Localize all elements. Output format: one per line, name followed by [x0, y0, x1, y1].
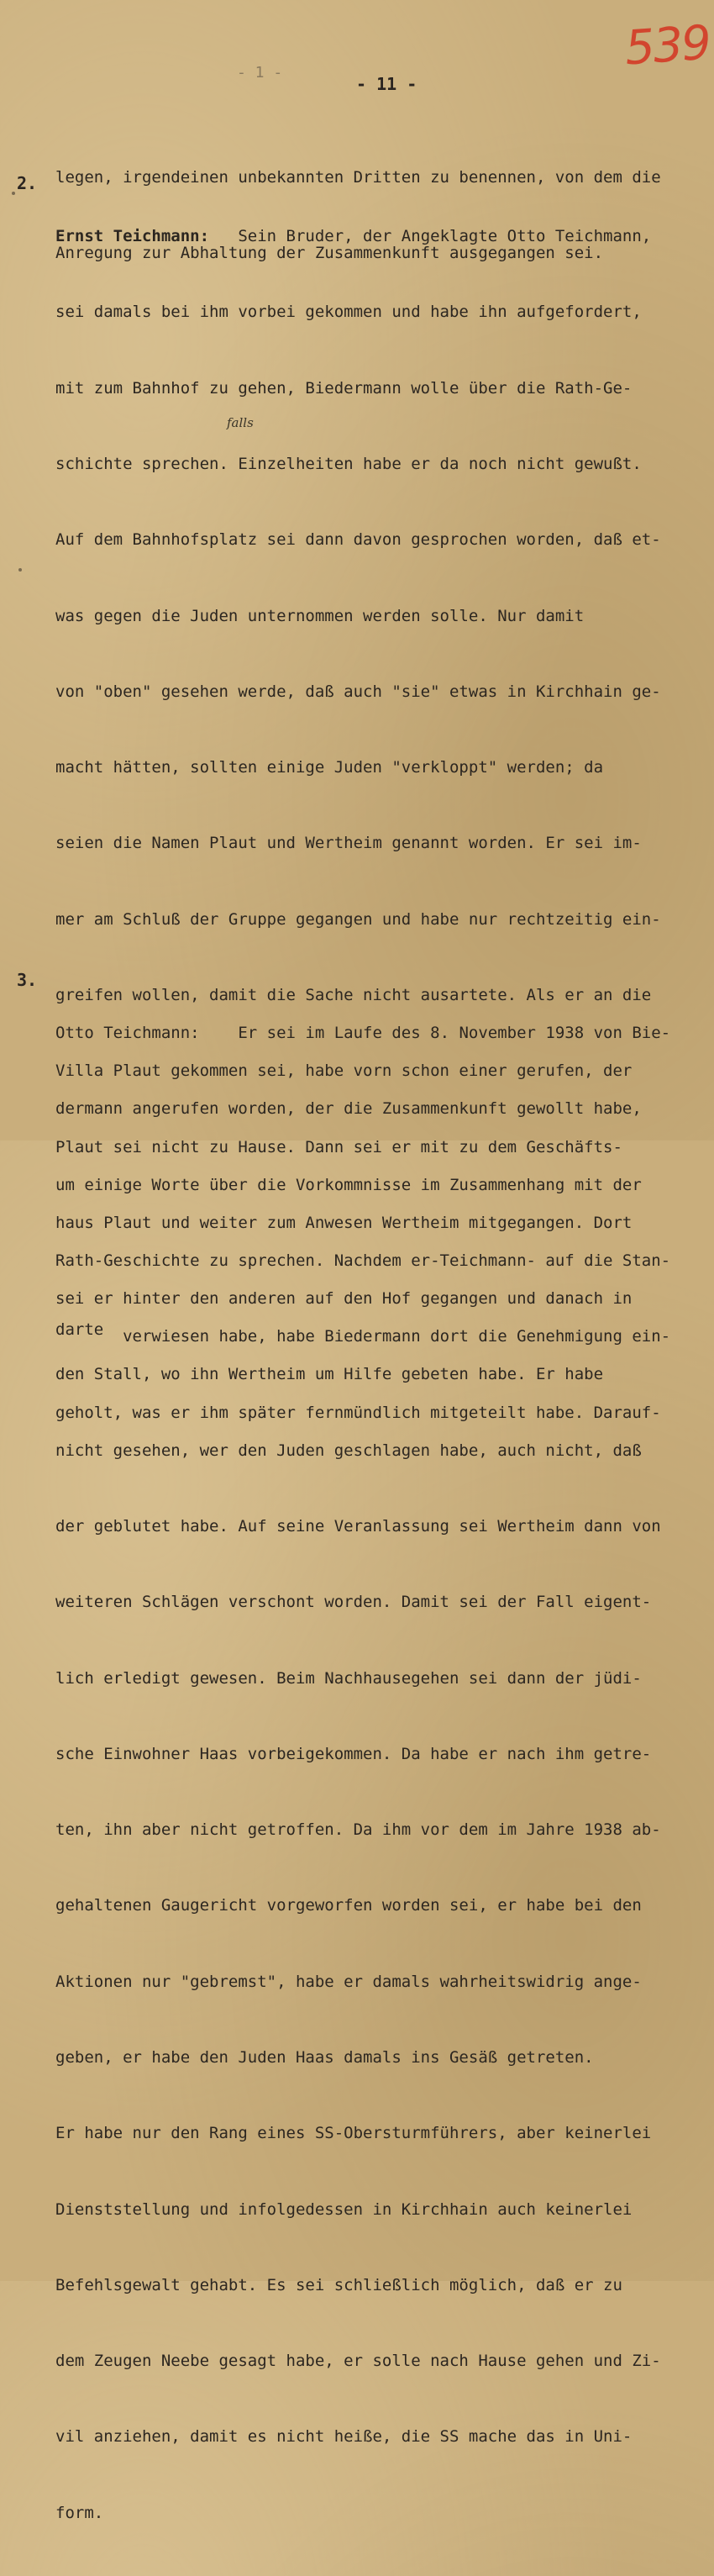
item-3-line-after-superscript: verwiesen habe, habe Biedermann dort die Genehmigung ein- — [103, 1327, 671, 1346]
item-2-line: sei damals bei ihm vorbei gekommen und habe ihn aufgefordert, — [55, 303, 642, 322]
archive-page-stamp: 539 — [622, 15, 712, 76]
item-3-number: 3. — [17, 970, 38, 990]
item-2-line: Dienststellung und infolgedessen in Kirchhain auch keinerlei — [55, 2199, 633, 2219]
item-3-line: Rath-Geschichte zu sprechen. Nachdem er-Teichmann- auf die Stan- — [55, 1251, 671, 1271]
item-2-line: vil anziehen, damit es nicht heiße, die SS mache das in Uni- — [55, 2427, 633, 2447]
item-2-line: der geblutet habe. Auf seine Veranlassung sei Wertheim dann von — [55, 1516, 661, 1536]
item-2-line: sche Einwohner Haas vorbeigekommen. Da habe er nach ihm getre- — [55, 1744, 652, 1763]
faint-page-mark: - 1 - — [237, 64, 283, 82]
margin-dot — [12, 192, 15, 195]
item-2-line: seien die Namen Plaut und Wertheim genannt worden. Er sei im- — [55, 834, 642, 853]
handwritten-correction: falls — [227, 415, 254, 430]
item-2-line: haus Plaut und weiter zum Anwesen Wertheim mitgegangen. Dort — [55, 1213, 633, 1232]
item-2-line: geben, er habe den Juden Haas damals ins Gesäß getreten. — [55, 2047, 594, 2067]
item-3-label: Otto Teichmann: — [55, 1024, 200, 1043]
item-2-first-line-text: Sein Bruder, der Angeklagte Otto Teichmann, — [209, 227, 652, 246]
item-2-line: nicht gesehen, wer den Juden geschlagen habe, auch nicht, daß — [55, 1441, 642, 1460]
item-2-number: 2. — [17, 173, 38, 193]
item-2-line: was gegen die Juden unternommen werden solle. Nur damit — [55, 606, 585, 625]
item-2-line: Plaut sei nicht zu Hause. Dann sei er mit zu dem Geschäfts- — [55, 1137, 622, 1156]
item-2-line: gehaltenen Gaugericht vorgeworfen worden sei, er habe bei den — [55, 1896, 642, 1915]
page-number: - 11 - — [356, 74, 417, 94]
item-3-paragraph — [55, 970, 670, 1476]
item-2-line: ten, ihn aber nicht getroffen. Da ihm vor dem im Jahre 1938 ab- — [55, 1820, 661, 1840]
item-2-line: macht hätten, sollten einige Juden "verkloppt" werden; da — [55, 758, 604, 777]
item-3-last-line: geholt, was er ihm später fernmündlich mitgeteilt habe. Darauf- — [55, 1403, 661, 1422]
item-2-line: mit zum Bahnhof zu gehen, Biedermann wolle über die Rath-Ge- — [55, 378, 633, 398]
item-2-line: Villa Plaut gekommen sei, habe vorn schon einer gerufen, der — [55, 1061, 633, 1081]
item-2-line: von "oben" gesehen werde, daß auch "sie" etwas in Kirchhain ge- — [55, 682, 661, 701]
item-3-superscript-word: darte — [55, 1320, 104, 1340]
item-2-line: Er habe nur den Rang eines SS-Obersturmführers, aber keinerlei — [55, 2124, 652, 2143]
item-2-line: greifen wollen, damit die Sache nicht ausartete. Als er an die — [55, 986, 652, 1004]
item-3-line: dermann angerufen worden, der die Zusammenkunft gewollt habe, — [55, 1099, 642, 1119]
item-2-line: mer am Schluß der Gruppe gegangen und habe nur rechtzeitig ein- — [55, 909, 661, 929]
item-3-line: um einige Worte über die Vorkommnisse im Zusammenhang mit der — [55, 1175, 642, 1194]
item-2-label: Ernst Teichmann: — [55, 227, 210, 246]
margin-dot — [18, 568, 22, 572]
item-2-line: sei er hinter den anderen auf den Hof gegangen und danach in — [55, 1289, 633, 1309]
item-2-line: Auf dem Bahnhofsplatz sei dann davon gesprochen worden, daß et- — [55, 530, 661, 550]
item-3-first-line — [55, 1020, 670, 1046]
item-2-line: den Stall, wo ihn Wertheim um Hilfe gebeten habe. Er habe — [55, 1365, 604, 1384]
intro-line: Anregung zur Abhaltung der Zusammenkunft ausgegangen sei. — [55, 244, 604, 263]
item-2-line: weiteren Schlägen verschont worden. Damit sei der Fall eigent- — [55, 1593, 652, 1612]
intro-line: legen, irgendeinen unbekannten Dritten zu benennen, von dem die — [55, 168, 661, 187]
item-2-line: dem Zeugen Neebe gesagt habe, er solle nach Hause gehen und Zi- — [55, 2352, 661, 2371]
item-3-first-line-text: Er sei im Laufe des 8. November 1938 von Bie- — [199, 1024, 671, 1043]
item-2-line: Aktionen nur "gebremst", habe er damals wahrheitswidrig ange- — [55, 1972, 642, 1991]
item-3-superscript-line — [55, 1320, 671, 1349]
item-2-first-line — [55, 224, 661, 249]
item-2-line: lich erledigt gewesen. Beim Nachhausegehen sei dann der jüdi- — [55, 1668, 642, 1688]
item-2-line: Befehlsgewalt gehabt. Es sei schließlich möglich, daß er zu — [55, 2275, 622, 2294]
item-2-line: form. — [55, 2503, 104, 2522]
item-2-line: schichte sprechen. Einzelheiten habe er da noch nicht gewußt. — [55, 455, 642, 474]
